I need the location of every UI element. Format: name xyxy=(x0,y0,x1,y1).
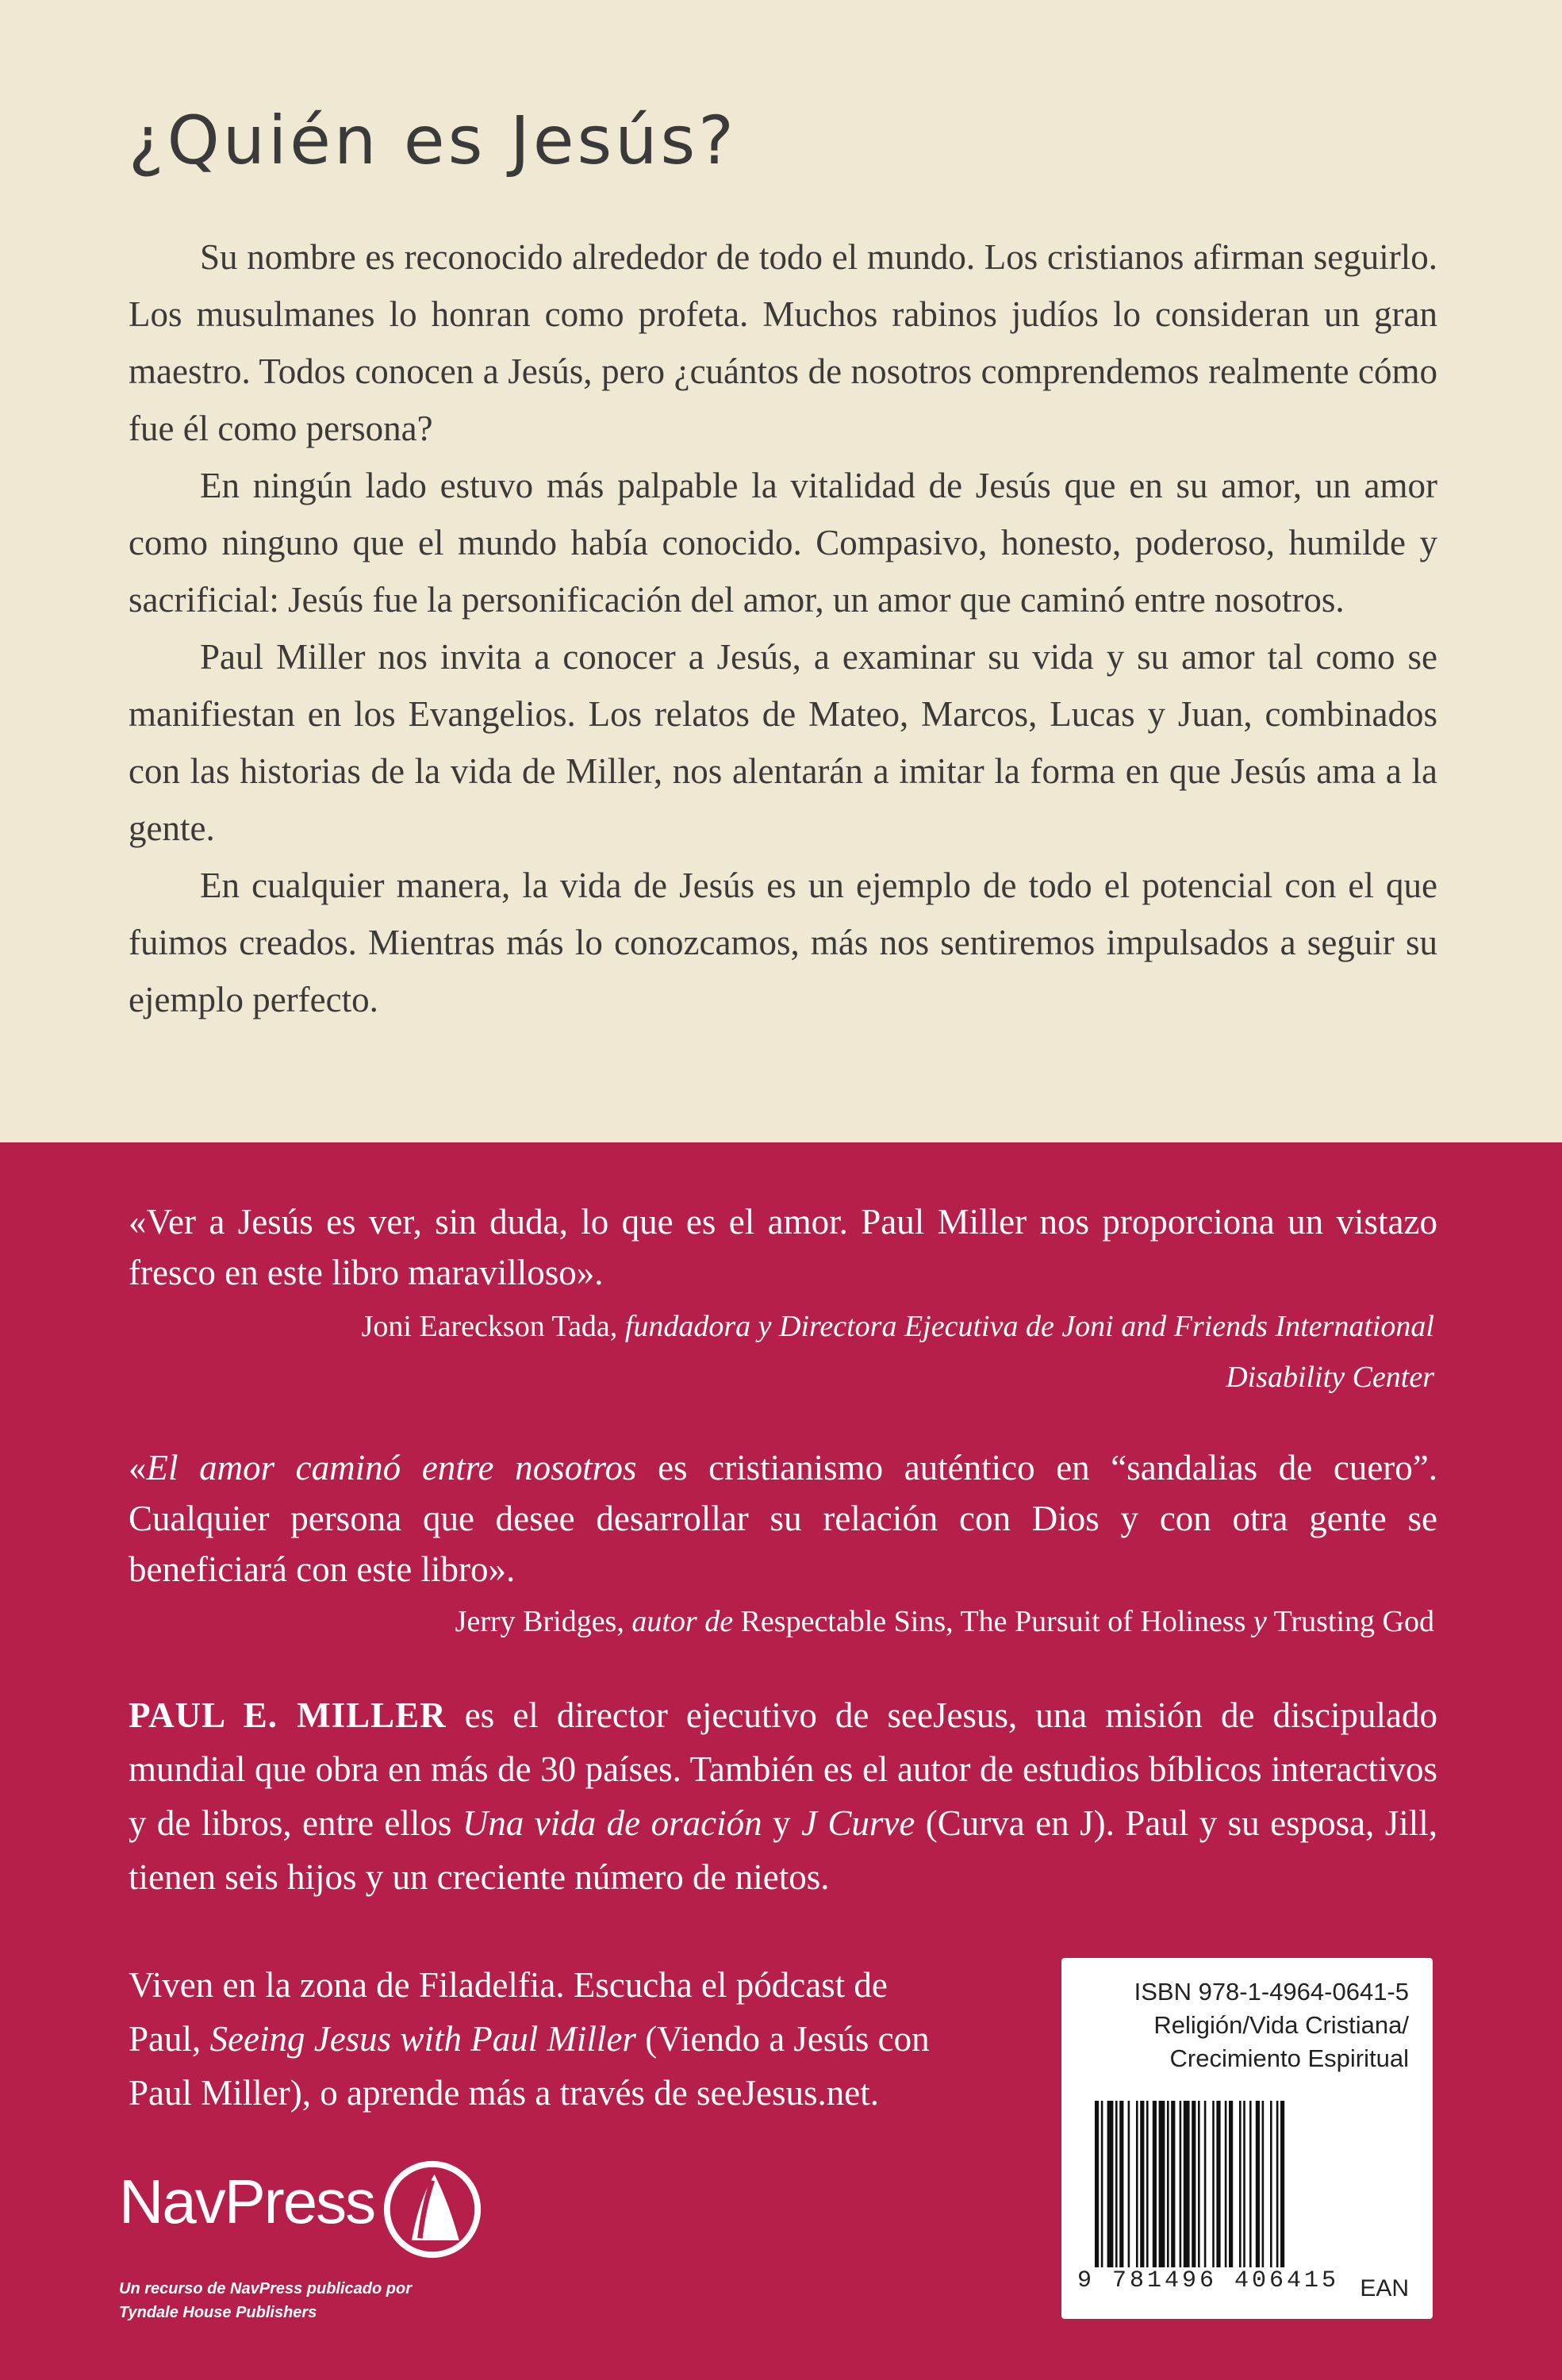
isbn-number: ISBN 978-1-4964-0641-5 xyxy=(1134,1978,1409,2006)
book-title-italic: El amor caminó entre nosotros xyxy=(146,1448,637,1488)
endorsement-attribution-2 xyxy=(244,1596,1434,1647)
back-cover-title: ¿Quién es Jesús? xyxy=(129,102,737,179)
endorsement-quote-2 xyxy=(129,1442,1437,1595)
bio-book-title: Una vida de oración xyxy=(462,1803,762,1843)
barcode-icon xyxy=(1093,2101,1403,2267)
podcast-title: Seeing Jesus with Paul Miller xyxy=(209,2019,636,2059)
quote-body: es cristianismo auténtico en “sandalias de cuero”. Cualquier persona que desee desarrollar su relación con Dios y con otra gente se beneficiará con este libro». xyxy=(129,1448,1437,1589)
publisher-line: Tyndale House Publishers xyxy=(119,2304,317,2321)
endorsement-quote-1: «Ver a Jesús es ver, sin duda, lo que es el amor. Paul Miller nos proporciona un vistazo fresco en este libro maravilloso». xyxy=(129,1202,1437,1292)
endorser-name: Joni Eareckson Tada, xyxy=(361,1310,618,1343)
endorser-role: autor de xyxy=(631,1605,734,1638)
ean-label: EAN xyxy=(1360,2275,1409,2301)
bio-text: (Curva en J). Paul y su esposa, Jill, tienen seis hijos y un creciente número de nietos. xyxy=(129,1803,1438,1897)
barcode-digits: 9 781496 406415 xyxy=(1077,2267,1340,2294)
author-bio-continued xyxy=(129,1958,954,2120)
description-paragraph: En cualquier manera, la vida de Jesús es un ejemplo de todo el potencial con el que fuimos creados. Mientras más lo conozcamos, más nos sentiremos impulsados a seguir su ejemplo perfecto. xyxy=(129,866,1437,1019)
category-label: Religión/Vida Cristiana/ xyxy=(1153,2011,1409,2039)
quote-mark: « xyxy=(129,1448,147,1488)
author-name: PAUL E. MILLER xyxy=(129,1695,447,1735)
author-bio xyxy=(129,1688,1437,1904)
bio-text: es el director ejecutivo de seeJesus, una misión de discipulado mundial que obra en más de 30 países. También es el autor de estudios bíblicos interactivos y de libros, entre ellos xyxy=(129,1695,1438,1843)
bio-text: y xyxy=(762,1803,801,1843)
category-label: Crecimiento Espiritual xyxy=(1169,2044,1409,2072)
isbn-block xyxy=(1061,1958,1433,2319)
endorsement-attribution-1 xyxy=(244,1301,1434,1403)
publisher-line: Un recurso de NavPress publicado por xyxy=(119,2280,412,2297)
endorser-role: fundadora y Directora Ejecutiva de Joni and Friends International Disability Center xyxy=(624,1310,1434,1394)
bio-text: (Viendo a Jesús con Paul Miller), o aprende más a través de seeJesus.net. xyxy=(129,2019,930,2113)
isbn-info xyxy=(1134,1975,1409,2075)
logo-wordmark: NavPress xyxy=(119,2167,375,2236)
description-paragraph: Su nombre es reconocido alrededor de todo el mundo. Los cristianos afirman seguirlo. Los musulmanes lo honran como profeta. Muchos rabinos judíos lo consideran un gran maestro. Todos conocen a Jesús, pero ¿cuántos de nosotros comprendemos realmente cómo fue él como persona? xyxy=(129,237,1437,448)
description-panel xyxy=(0,0,1562,1142)
book-title: Respectable Sins, xyxy=(740,1605,954,1638)
sail-icon xyxy=(381,2158,484,2261)
bio-text: Viven en la zona de Filadelfia. Escucha el pódcast de Paul, xyxy=(129,1965,888,2059)
description-paragraph: En ningún lado estuvo más palpable la vitalidad de Jesús que en su amor, un amor como ninguno que el mundo había conocido. Compasivo, honesto, poderoso, humilde y sacrificial: Jesús fue la personificación del amor, un amor que caminó entre nosotros. xyxy=(129,466,1437,620)
book-title: Trusting God xyxy=(1273,1605,1434,1638)
book-title: The Pursuit of Holiness xyxy=(960,1605,1246,1638)
publisher-credit xyxy=(119,2277,595,2324)
bio-book-title: J Curve xyxy=(800,1803,915,1843)
conjunction: y xyxy=(1253,1605,1267,1638)
description-paragraph: Paul Miller nos invita a conocer a Jesús, a examinar su vida y su amor tal como se manifiestan en los Evangelios. Los relatos de Mateo, Marcos, Lucas y Juan, combinados con las historias de la vida de Miller, nos alentarán a imitar la forma en que Jesús ama a la gente. xyxy=(129,637,1437,848)
book-description xyxy=(129,228,1437,1028)
navpress-logo xyxy=(119,2158,500,2253)
endorser-name: Jerry Bridges, xyxy=(455,1605,624,1638)
